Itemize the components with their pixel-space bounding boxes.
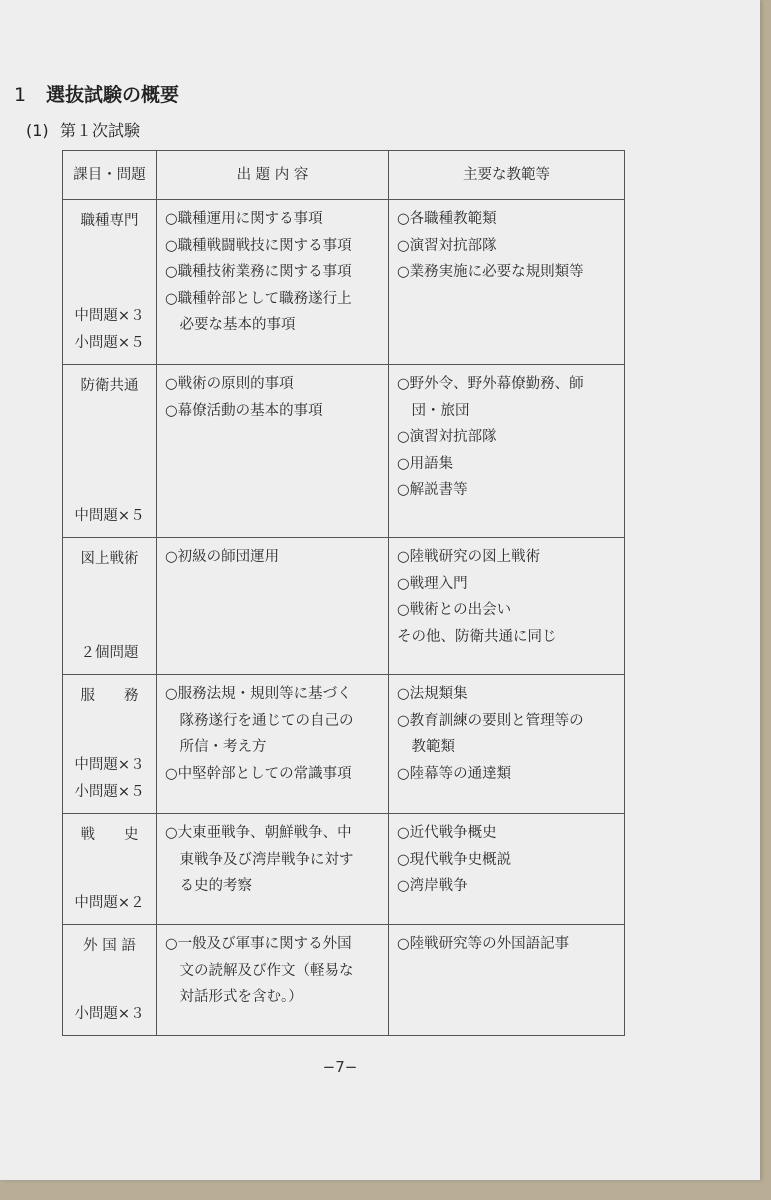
material-item: ○近代戦争概史 bbox=[397, 825, 497, 841]
content-item: 隊務遂行を通じての自己の bbox=[165, 712, 354, 729]
materials-cell bbox=[389, 538, 625, 675]
table-row bbox=[63, 200, 625, 365]
question-count bbox=[74, 503, 144, 530]
material-item: ○陸戦研究等の外国語記事 bbox=[397, 936, 570, 952]
content-item: ○職種幹部として職務遂行上 bbox=[165, 290, 352, 307]
section-heading bbox=[14, 80, 179, 107]
question-count-line: 中問題×５ bbox=[74, 507, 145, 524]
table-header-row bbox=[63, 151, 625, 200]
material-item: ○用語集 bbox=[397, 455, 454, 472]
subject-cell bbox=[63, 925, 157, 1036]
question-count-line: ２個問題 bbox=[80, 644, 139, 661]
material-item: ○演習対抗部隊 bbox=[397, 237, 497, 254]
table-row bbox=[63, 925, 625, 1036]
content-item: ○戦術の原則的事項 bbox=[165, 376, 294, 392]
subject-cell bbox=[63, 675, 157, 814]
question-count bbox=[74, 890, 144, 917]
material-item: ○各職種教範類 bbox=[397, 211, 497, 227]
content-item: ○大東亜戦争、朝鮮戦争、中 bbox=[165, 825, 352, 841]
subsection-title: 第１次試験 bbox=[60, 121, 141, 140]
subject-name: 防衛共通 bbox=[80, 378, 139, 394]
materials-cell bbox=[389, 365, 625, 538]
question-count-line: 小問題×５ bbox=[74, 783, 145, 800]
header-subject: 課目・問題 bbox=[63, 151, 157, 200]
content-item: ○一般及び軍事に関する外国 bbox=[165, 936, 352, 952]
subsection-number: (1) bbox=[26, 121, 49, 140]
subject-name: 図上戦術 bbox=[80, 551, 139, 567]
subject-cell bbox=[63, 365, 157, 538]
content-item: 対話形式を含む。） bbox=[165, 989, 303, 1005]
table-row bbox=[63, 365, 625, 538]
material-item: 団・旅団 bbox=[397, 402, 470, 419]
question-count-line: 中問題×３ bbox=[74, 757, 145, 773]
subject-name: 外 国 語 bbox=[83, 938, 136, 954]
table-row bbox=[63, 675, 625, 814]
section-title: 選抜試験の概要 bbox=[46, 84, 180, 106]
material-item: ○陸幕等の通達類 bbox=[397, 765, 512, 782]
question-count-line: 中問題×２ bbox=[74, 894, 145, 911]
content-item: ○職種運用に関する事項 bbox=[165, 211, 323, 227]
subject-cell bbox=[63, 538, 157, 675]
material-item: ○野外令、野外幕僚勤務、師 bbox=[397, 376, 584, 392]
question-count bbox=[74, 752, 144, 805]
content-item: ○幕僚活動の基本的事項 bbox=[165, 402, 323, 419]
page-number: −7− bbox=[322, 1058, 358, 1076]
content-cell bbox=[157, 538, 389, 675]
content-item: ○服務法規・規則等に基づく bbox=[165, 686, 352, 702]
header-content: 出 題 内 容 bbox=[157, 151, 389, 200]
question-count bbox=[74, 1001, 144, 1028]
material-item: ○業務実施に必要な規則類等 bbox=[397, 264, 584, 280]
content-cell bbox=[157, 925, 389, 1036]
content-item: 必要な基本的事項 bbox=[165, 317, 296, 333]
subsection-heading bbox=[26, 118, 140, 141]
materials-cell bbox=[389, 925, 625, 1036]
exam-syllabus-table bbox=[62, 150, 625, 1036]
material-item: ○演習対抗部隊 bbox=[397, 429, 497, 445]
materials-cell bbox=[389, 200, 625, 365]
question-count-line: 小問題×３ bbox=[74, 1005, 145, 1022]
section-number: 1 bbox=[14, 84, 27, 106]
subject-name: 職種専門 bbox=[80, 213, 139, 229]
subject-cell bbox=[63, 814, 157, 925]
material-item: ○陸戦研究の図上戦術 bbox=[397, 549, 541, 565]
subject-cell bbox=[63, 200, 157, 365]
subject-name: 服 務 bbox=[80, 688, 139, 704]
content-cell bbox=[157, 200, 389, 365]
table-row bbox=[63, 538, 625, 675]
material-item: 教範類 bbox=[397, 739, 455, 755]
content-cell bbox=[157, 814, 389, 925]
content-item: 所信・考え方 bbox=[165, 739, 267, 755]
materials-cell bbox=[389, 675, 625, 814]
content-cell bbox=[157, 675, 389, 814]
question-count-line: 中問題×３ bbox=[74, 308, 145, 324]
question-count-line: 小問題×５ bbox=[74, 334, 145, 351]
material-item: ○法規類集 bbox=[397, 686, 468, 702]
question-count bbox=[81, 640, 139, 667]
content-item: る史的考察 bbox=[165, 878, 252, 894]
content-item: 東戦争及び湾岸戦争に対す bbox=[165, 851, 354, 868]
content-item: ○職種戦闘戦技に関する事項 bbox=[165, 237, 352, 254]
material-item: ○現代戦争史概説 bbox=[397, 851, 512, 868]
material-item: ○湾岸戦争 bbox=[397, 878, 468, 894]
question-count bbox=[74, 303, 144, 356]
content-item: 文の読解及び作文（軽易な bbox=[165, 962, 354, 979]
subject-name: 戦 史 bbox=[80, 827, 139, 843]
content-item: ○中堅幹部としての常識事項 bbox=[165, 765, 352, 782]
table-row bbox=[63, 814, 625, 925]
material-item: ○教育訓練の要則と管理等の bbox=[397, 712, 584, 729]
material-item: ○戦術との出会い bbox=[397, 602, 512, 618]
header-materials: 主要な教範等 bbox=[389, 151, 625, 200]
content-cell bbox=[157, 365, 389, 538]
material-item: ○戦理入門 bbox=[397, 575, 468, 592]
content-item: ○初級の師団運用 bbox=[165, 549, 280, 565]
material-item: その他、防衛共通に同じ bbox=[397, 628, 557, 645]
content-item: ○職種技術業務に関する事項 bbox=[165, 264, 352, 280]
material-item: ○解説書等 bbox=[397, 482, 468, 498]
materials-cell bbox=[389, 814, 625, 925]
